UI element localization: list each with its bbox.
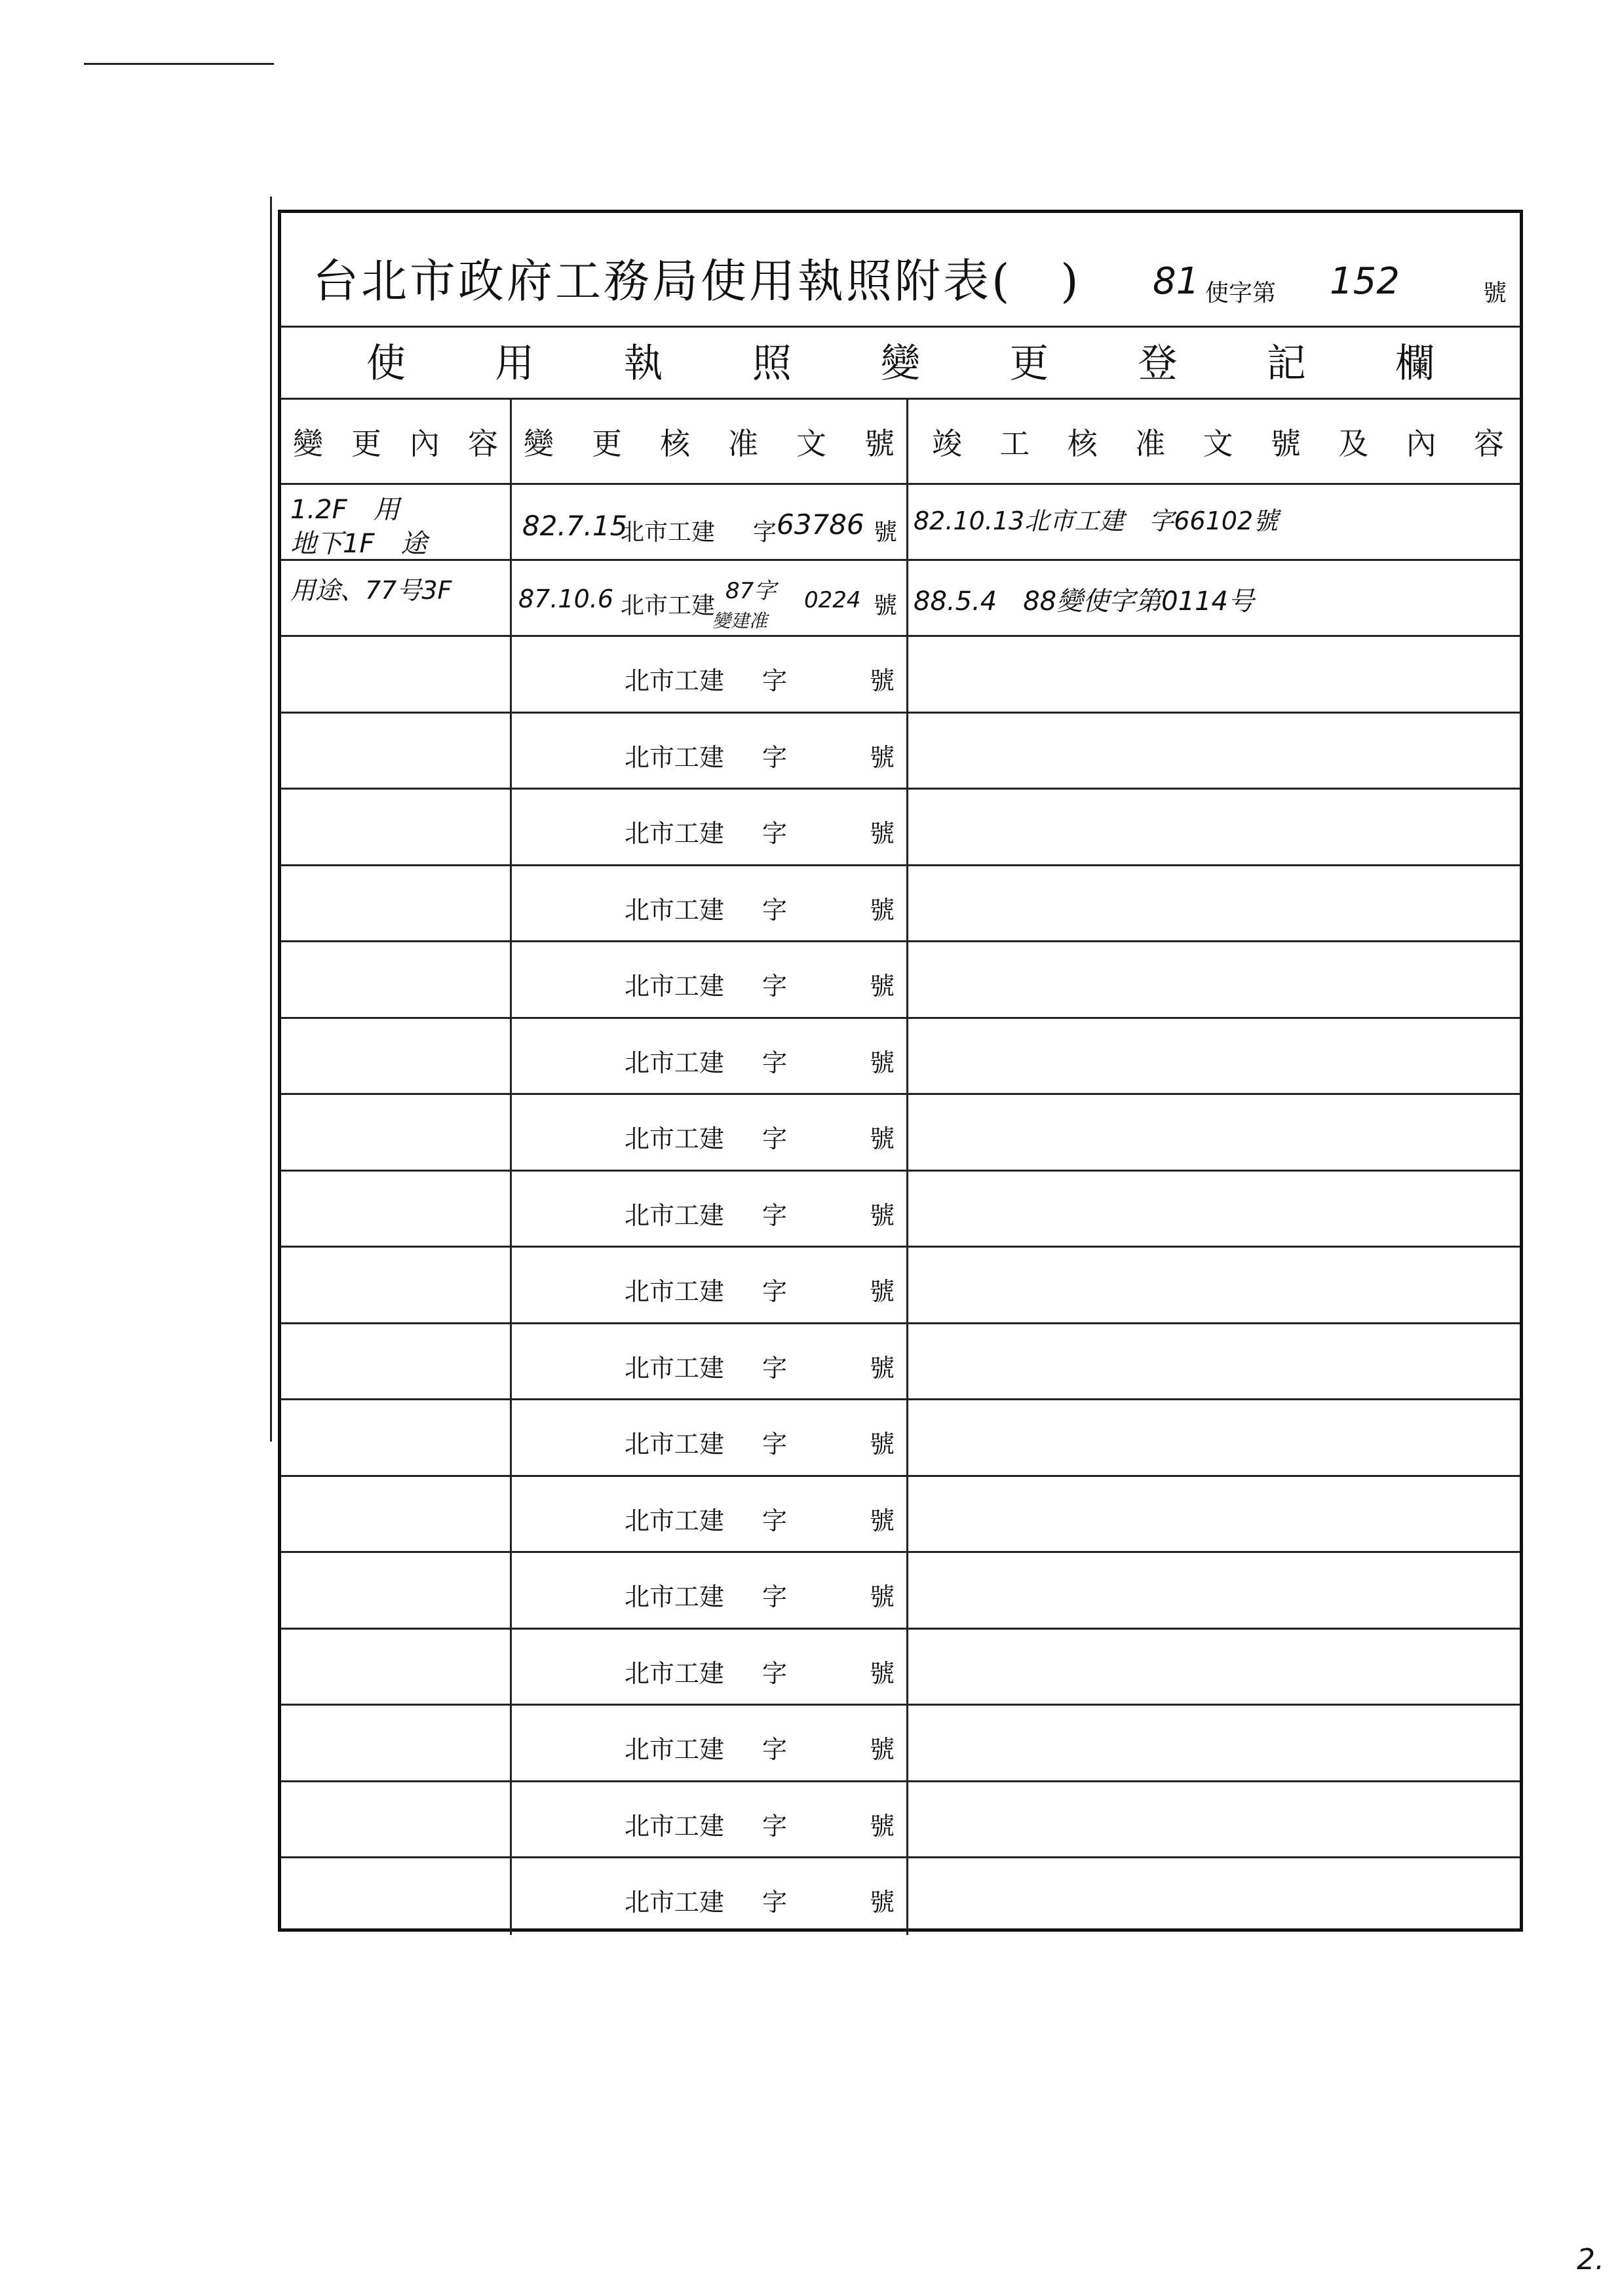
completion-cell: [908, 1019, 1520, 1094]
header-char: 准: [728, 425, 758, 461]
template-org: 北市工建: [625, 972, 725, 1001]
section-title-char: 使: [366, 341, 406, 387]
change-approval-cell: [512, 1400, 908, 1475]
change-content-line1: 用途、77号3F: [290, 576, 452, 605]
approval-suffix: 號: [873, 519, 897, 546]
change-content-line2: 地下1F 途: [290, 529, 427, 559]
template-word: 字: [762, 1200, 788, 1230]
header-change-approval-no: [512, 400, 906, 483]
template-word: 字: [762, 1888, 788, 1917]
table-row: [281, 1019, 1520, 1096]
section-title: [281, 328, 1520, 400]
table-row: [281, 1400, 1520, 1477]
change-content-cell: [281, 1706, 512, 1780]
approval-number: 63786: [777, 508, 864, 541]
permit-number-field: [1153, 260, 1507, 314]
template-word: 字: [762, 895, 788, 925]
header-char: 號: [864, 425, 895, 461]
completion-cell: [908, 1172, 1520, 1246]
approval-word: 87字: [725, 578, 777, 604]
table-row: [281, 561, 1520, 637]
template-word: 字: [762, 1430, 788, 1459]
table-row: [281, 1095, 1520, 1172]
template-suffix: 號: [869, 819, 895, 848]
permit-suffix: 號: [1482, 280, 1507, 307]
header-char: 變: [293, 425, 323, 461]
template-word: 字: [762, 972, 788, 1001]
table-row: [281, 1630, 1520, 1706]
section-title-char: 執: [623, 341, 663, 387]
scan-line-left: [270, 197, 272, 1442]
section-title-char: 欄: [1395, 341, 1435, 387]
header-char: 准: [1135, 425, 1166, 461]
change-content-cell: [281, 1095, 512, 1170]
completion-cell: [908, 1630, 1520, 1704]
table-row: [281, 714, 1520, 790]
change-approval-cell: [512, 1095, 908, 1170]
table-row: [281, 1706, 1520, 1782]
page-number: 2.: [1577, 2243, 1604, 2276]
change-approval-cell: [512, 1172, 908, 1246]
template-word: 字: [762, 1582, 788, 1611]
header-char: 更: [592, 425, 622, 461]
change-content-cell: [281, 1782, 512, 1857]
change-content-cell: [281, 1553, 512, 1628]
change-content-cell: [281, 637, 512, 712]
change-content-cell: [281, 1019, 512, 1094]
completion-cell: [908, 942, 1520, 1017]
template-word: 字: [762, 666, 788, 695]
template-suffix: 號: [869, 666, 895, 695]
table-row: [281, 866, 1520, 943]
approval-date: 82.7.15: [522, 510, 628, 542]
completion-cell: [908, 1248, 1520, 1322]
scan-line-top: [84, 63, 274, 65]
header-change-content: [281, 400, 510, 483]
template-org: 北市工建: [625, 666, 725, 695]
completion-approval: 82.10.13北市工建 字66102號: [914, 507, 1279, 535]
approval-date: 87.10.6: [518, 584, 614, 613]
completion-cell: [908, 1477, 1520, 1552]
template-org: 北市工建: [625, 1277, 725, 1306]
change-content-cell: [281, 942, 512, 1017]
header-char: 及: [1338, 425, 1369, 461]
template-word: 字: [762, 1811, 788, 1841]
section-title-char: 照: [752, 341, 792, 387]
change-content-cell: [281, 1477, 512, 1552]
template-suffix: 號: [869, 1430, 895, 1459]
header-char: 內: [1406, 425, 1437, 461]
template-org: 北市工建: [625, 1811, 725, 1841]
header-char: 容: [468, 425, 498, 461]
change-approval-cell: [512, 1858, 908, 1935]
template-org: 北市工建: [625, 1048, 725, 1077]
change-approval-cell: [512, 1248, 908, 1322]
approval-org: 北市工建: [621, 519, 716, 546]
template-org: 北市工建: [625, 819, 725, 848]
template-word: 字: [762, 1277, 788, 1306]
template-suffix: 號: [869, 1582, 895, 1611]
table-row: [281, 942, 1520, 1019]
table-row: [281, 637, 1520, 714]
section-title-row: [281, 328, 1520, 400]
table-row: [281, 1858, 1520, 1935]
change-content-line1: 1.2F 用: [290, 495, 400, 525]
form-title-row: [281, 213, 1520, 328]
template-org: 北市工建: [625, 742, 725, 772]
completion-cell: [908, 790, 1520, 864]
template-suffix: 號: [869, 1811, 895, 1841]
section-title-char: 更: [1009, 341, 1049, 387]
template-org: 北市工建: [625, 1124, 725, 1153]
template-org: 北市工建: [625, 1200, 725, 1230]
template-org: 北市工建: [625, 1658, 725, 1688]
template-org: 北市工建: [625, 1353, 725, 1383]
template-word: 字: [762, 742, 788, 772]
template-suffix: 號: [869, 1048, 895, 1077]
approval-note: 變建准: [712, 610, 768, 632]
approval-suffix: 號: [873, 592, 897, 619]
table-row: [281, 1477, 1520, 1554]
template-org: 北市工建: [625, 895, 725, 925]
template-suffix: 號: [869, 1735, 895, 1764]
change-approval-cell: [512, 1019, 908, 1094]
change-content-cell: [281, 714, 512, 788]
approval-number: 0224: [804, 587, 861, 613]
template-word: 字: [762, 1506, 788, 1535]
change-approval-cell: [512, 637, 908, 712]
change-approval-cell: [512, 1782, 908, 1857]
completion-cell: [908, 1400, 1520, 1475]
template-suffix: 號: [869, 1277, 895, 1306]
template-org: 北市工建: [625, 1506, 725, 1535]
completion-cell: [908, 866, 1520, 941]
header-char: 文: [1203, 425, 1233, 461]
template-org: 北市工建: [625, 1430, 725, 1459]
header-char: 更: [351, 425, 381, 461]
header-char: 工: [999, 425, 1030, 461]
change-content-cell: [281, 1248, 512, 1322]
template-org: 北市工建: [625, 1735, 725, 1764]
template-word: 字: [762, 1735, 788, 1764]
template-org: 北市工建: [625, 1888, 725, 1917]
template-suffix: 號: [869, 1200, 895, 1230]
table-row: [281, 1553, 1520, 1630]
approval-word: 字: [753, 519, 777, 546]
completion-cell: [908, 1706, 1520, 1780]
header-char: 核: [660, 425, 690, 461]
approval-org: 北市工建: [621, 592, 716, 619]
header-char: 竣: [932, 425, 962, 461]
completion-cell: [908, 1553, 1520, 1628]
template-word: 字: [762, 1048, 788, 1077]
change-approval-cell: [512, 714, 908, 788]
table-row: [281, 485, 1520, 561]
change-approval-cell: [512, 1324, 908, 1399]
template-suffix: 號: [869, 742, 895, 772]
section-title-char: 變: [881, 341, 920, 387]
change-content-cell: [281, 1858, 512, 1935]
table-row: [281, 1782, 1520, 1859]
header-char: 變: [524, 425, 554, 461]
template-suffix: 號: [869, 1353, 895, 1383]
template-word: 字: [762, 1124, 788, 1153]
section-title-char: 登: [1138, 341, 1178, 387]
change-approval-cell: [512, 866, 908, 941]
change-content-cell: [281, 1172, 512, 1246]
template-suffix: 號: [869, 1124, 895, 1153]
change-approval-cell: [512, 790, 908, 864]
completion-cell: [908, 1782, 1520, 1857]
table-row: [281, 1248, 1520, 1324]
permit-year: 81: [1153, 260, 1200, 303]
section-title-char: 記: [1266, 341, 1306, 387]
header-char: 容: [1474, 425, 1504, 461]
header-char: 文: [796, 425, 826, 461]
completion-cell: [908, 714, 1520, 788]
completion-cell: [908, 637, 1520, 712]
change-approval-cell: [512, 1553, 908, 1628]
change-content-cell: [281, 1630, 512, 1704]
template-suffix: 號: [869, 972, 895, 1001]
header-completion-approval: [908, 400, 1520, 483]
permit-number: 152: [1330, 260, 1400, 303]
template-word: 字: [762, 1658, 788, 1688]
completion-cell: [908, 1095, 1520, 1170]
template-suffix: 號: [869, 1658, 895, 1688]
permit-appendix-form: [278, 210, 1523, 1932]
change-content-cell: [281, 1324, 512, 1399]
change-approval-cell: [512, 942, 908, 1017]
section-title-char: 用: [495, 341, 535, 387]
header-char: 內: [410, 425, 440, 461]
change-content-cell: [281, 866, 512, 941]
template-word: 字: [762, 1353, 788, 1383]
change-content-cell: [281, 1400, 512, 1475]
template-org: 北市工建: [625, 1582, 725, 1611]
table-row: [281, 790, 1520, 866]
completion-cell: [908, 1858, 1520, 1935]
change-approval-cell: [512, 1630, 908, 1704]
change-content-cell: [281, 790, 512, 864]
completion-cell: [908, 1324, 1520, 1399]
permit-word: 使字第: [1205, 280, 1277, 307]
table-row: [281, 1172, 1520, 1248]
template-suffix: 號: [869, 1888, 895, 1917]
change-approval-cell: [512, 1477, 908, 1552]
template-suffix: 號: [869, 895, 895, 925]
header-char: 核: [1067, 425, 1098, 461]
header-char: 號: [1270, 425, 1301, 461]
table-row: [281, 1324, 1520, 1401]
completion-approval: 88.5.4 88變使字第0114号: [914, 586, 1254, 617]
change-approval-cell: [512, 1706, 908, 1780]
table-header-row: [281, 400, 1520, 485]
form-title: 台北市政府工務局使用執照附表( ): [313, 254, 1081, 308]
template-word: 字: [762, 819, 788, 848]
template-suffix: 號: [869, 1506, 895, 1535]
